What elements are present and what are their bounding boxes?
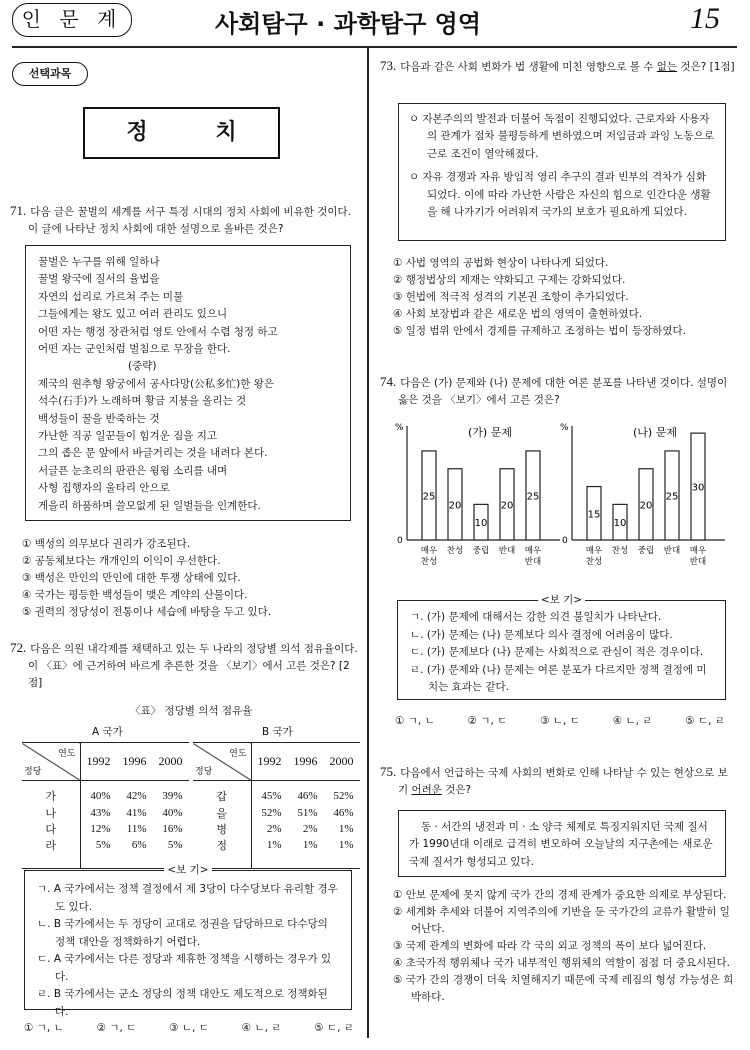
passage-line: 가난한 직공 일꾼들이 힘겨운 짐을 지고 xyxy=(38,430,217,443)
seat-share-cell: 46% xyxy=(333,806,354,819)
passage-line: 그의 좁은 문 앞에서 바글거리는 것을 내려다 본다. xyxy=(38,447,268,460)
q72-bogi-box xyxy=(24,864,352,1018)
question-text: 다음은 (가) 문제와 (나) 문제에 대한 여론 분포를 나타낸 것이다. 설명이 옳은 것을 〈보기〉에서 고른 것은? xyxy=(398,377,728,406)
question-number: 74. xyxy=(380,374,397,389)
page-number: 15 xyxy=(690,2,720,35)
bar-value-label: 30 xyxy=(691,482,705,494)
bar-value-label: 20 xyxy=(639,500,653,512)
bogi-item: ㄱ. (가) 문제에 대해서는 강한 의견 불일치가 나타난다. xyxy=(410,611,662,623)
bogi-item: ㄱ. A 국가에서는 정책 결정에서 제 3당이 다수당보다 유리할 경우도 있다. xyxy=(37,883,338,913)
question-text-end: 것은? [1점] xyxy=(677,61,735,73)
bar-value-label: 10 xyxy=(474,518,488,530)
q75-options xyxy=(393,887,738,1006)
year-header: 2000 xyxy=(324,743,360,781)
answer-option[interactable]: ② 세계화 추세와 더불어 지역주의에 기반을 둔 국가간의 교류가 활발히 일어난다. xyxy=(393,906,730,935)
answer-option[interactable]: ① 백성의 의무보다 권리가 강조된다. xyxy=(22,538,191,550)
answer-option[interactable]: ② 행정법상의 제재는 약화되고 구제는 강화되었다. xyxy=(393,274,626,286)
corner-party-label: 정당 xyxy=(24,767,42,777)
party-name: 을 xyxy=(193,805,251,821)
passage-line: 어떤 자는 군인처럼 벌침으로 무장을 한다. xyxy=(38,343,231,356)
passage-line: 꿀벌 왕국에 질서의 율법을 xyxy=(38,273,160,286)
answer-choice[interactable]: ② ㄱ, ㄷ xyxy=(96,1022,137,1034)
question-number: 73. xyxy=(380,58,397,73)
emphasis-text: 없는 xyxy=(656,61,678,73)
answer-option[interactable]: ③ 헌법에 적극적 성격의 기본권 조항이 추가되었다. xyxy=(393,291,629,303)
category-label: 중립 xyxy=(637,546,655,556)
seat-share-cell: 1% xyxy=(302,838,318,851)
seat-share-cell: 39% xyxy=(162,789,183,802)
bogi-item: ㄷ. A 국가에서는 다른 정당과 제휴한 정책을 시행하는 경우가 있다. xyxy=(37,953,332,983)
answer-choice[interactable]: ⑤ ㄷ, ㄹ xyxy=(314,1022,354,1034)
seat-share-cell: 52% xyxy=(333,789,354,802)
category-label: 중립 xyxy=(472,546,490,556)
table-row xyxy=(22,837,189,853)
elective-badge: 선택과목 xyxy=(12,62,88,86)
poem-passage xyxy=(25,245,351,521)
passage-line: 어떤 자는 행정 장관처럼 영토 안에서 수렴 청정 하고 xyxy=(38,325,278,338)
seat-share-cell: 52% xyxy=(261,806,282,819)
party-name: 나 xyxy=(22,805,80,821)
answer-option[interactable]: ③ 백성은 만인의 만인에 대한 투쟁 상태에 있다. xyxy=(22,572,241,584)
chart-na xyxy=(560,418,735,578)
table-row xyxy=(193,781,360,805)
passage-line: 백성들이 꿀을 반죽하는 것 xyxy=(38,412,160,425)
answer-choice[interactable]: ② ㄱ, ㄷ xyxy=(467,715,508,727)
passage-line: 꿀벌은 누구를 위해 일하나 xyxy=(38,256,160,268)
answer-option[interactable]: ② 공동체보다는 개개인의 이익이 우선한다. xyxy=(22,555,221,567)
table-row xyxy=(193,837,360,853)
year-header: 2000 xyxy=(153,743,189,781)
seat-share-cell: 2% xyxy=(266,822,282,835)
bar-value-label: 25 xyxy=(665,491,679,503)
seat-share-cell: 16% xyxy=(162,822,183,835)
bar-value-label: 10 xyxy=(613,518,627,530)
question-number: 71. xyxy=(10,203,27,218)
seat-share-cell: 1% xyxy=(338,822,354,835)
passage-line: 자연의 섭리로 가르쳐 주는 미물 xyxy=(38,290,184,303)
bogi-item: ㄴ. B 국가에서는 두 정당이 교대로 정권을 담당하므로 다수당의 정책 대안을 정책화하기 어렵다. xyxy=(37,918,328,948)
question-74 xyxy=(380,373,735,409)
question-text: 다음은 의원 내각제를 채택하고 있는 두 나라의 정당별 의석 점유율이다. 이 〈표〉에 근거하여 바르게 추론한 것을 〈보기〉에서 고른 것은? [2점] xyxy=(28,643,358,689)
question-75 xyxy=(380,763,735,799)
table-row xyxy=(193,805,360,821)
party-name: 정 xyxy=(193,837,251,853)
seat-share-cell: 5% xyxy=(95,838,111,851)
track-badge: 인 문 계 xyxy=(12,3,132,37)
seat-share-cell: 40% xyxy=(90,789,111,802)
year-header: 1996 xyxy=(288,743,324,781)
table-row xyxy=(193,821,360,837)
party-name: 다 xyxy=(22,821,80,837)
seat-share-cell: 2% xyxy=(302,822,318,835)
table-row xyxy=(22,805,189,821)
passage-item: ㅇ 자유 경쟁과 자유 방임적 영리 추구의 결과 빈부의 격차가 심화되었다. 이에 따라 가난한 사람은 자신의 힘으로 인간다운 생활을 해 나가기가 어려워져 국가의 보호가 필요하게 되었다. xyxy=(409,171,711,219)
bogi-item: ㄹ. (가) 문제와 (나) 문제는 여론 분포가 다르지만 정책 결정에 미치는 효과는 같다. xyxy=(410,663,707,693)
q71-options xyxy=(22,536,362,621)
page-title: 사회탐구 · 과학탐구 영역 xyxy=(215,10,482,38)
category-label: 찬성 xyxy=(446,546,464,556)
party-name: 가 xyxy=(22,781,80,805)
year-header: 1992 xyxy=(251,743,288,781)
question-text: 다음에서 언급하는 국제 사회의 변화로 인해 나타날 수 있는 현상으로 보기 xyxy=(398,767,728,796)
answer-choice[interactable]: ① ㄱ, ㄴ xyxy=(395,715,435,727)
table-title: 〈표〉 정당별 의석 점유율 xyxy=(130,705,253,717)
bar-value-label: 25 xyxy=(526,491,540,503)
bar-value-label: 20 xyxy=(448,500,462,512)
seat-share-cell: 6% xyxy=(131,838,147,851)
category-label: 매우 반대 xyxy=(524,546,542,567)
y-origin-label: 0 xyxy=(562,536,568,546)
party-name: 라 xyxy=(22,837,80,853)
seat-share-cell: 51% xyxy=(297,806,318,819)
category-label: 매우 반대 xyxy=(689,546,707,567)
party-name: 병 xyxy=(193,821,251,837)
bar-value-label: 15 xyxy=(587,509,601,521)
answer-choice[interactable]: ③ ㄴ, ㄷ xyxy=(169,1022,209,1034)
answer-option[interactable]: ⑤ 일정 범위 안에서 경제를 규제하고 조정하는 법이 등장하였다. xyxy=(393,325,687,337)
seat-share-cell: 11% xyxy=(126,822,147,835)
seat-share-cell: 5% xyxy=(167,838,183,851)
y-axis-unit: % xyxy=(560,423,569,433)
answer-option[interactable]: ⑤ 권력의 정당성이 전통이나 세습에 바탕을 두고 있다. xyxy=(22,606,272,618)
answer-option[interactable]: ④ 초국가적 행위체나 국가 내부적인 행위체의 역할이 점점 더 중요시된다. xyxy=(393,957,730,969)
bogi-item: ㄴ. (가) 문제는 (나) 문제보다 의사 결정에 어려움이 많다. xyxy=(410,628,673,641)
table-row xyxy=(22,781,189,805)
answer-choice[interactable]: ③ ㄴ, ㄷ xyxy=(540,715,580,727)
seat-share-cell: 46% xyxy=(297,789,318,802)
seat-share-cell: 41% xyxy=(126,806,147,819)
question-text: 다음과 같은 사회 변화가 법 생활에 미친 영향으로 볼 수 xyxy=(400,61,657,73)
passage-item: ㅇ 자본주의의 발전과 더불어 독점이 진행되었다. 근로자와 사용자의 관계가 점차 불평등하게 변하였으며 저임금과 과잉 노동으로 근로 조건이 열악해졌다. xyxy=(409,113,715,160)
header-divider xyxy=(12,46,737,48)
category-label: 매우 찬성 xyxy=(585,546,603,567)
answer-choice[interactable]: ④ ㄴ, ㄹ xyxy=(612,715,653,727)
seat-share-cell: 1% xyxy=(338,838,354,851)
passage-line: (중략) xyxy=(128,360,157,373)
seat-share-cell: 1% xyxy=(266,838,282,851)
corner-year-label: 연도 xyxy=(229,749,247,759)
category-label: 찬성 xyxy=(611,546,629,556)
corner-year-label: 연도 xyxy=(58,749,76,759)
bogi-item: ㄷ. (가) 문제보다 (나) 문제는 사회적으로 관심이 적은 경우이다. xyxy=(410,646,704,658)
year-header: 1996 xyxy=(117,743,153,781)
answer-option[interactable]: ④ 국가는 평등한 백성들이 맺은 계약의 산물이다. xyxy=(22,589,248,601)
seat-share-cell: 40% xyxy=(162,806,183,819)
passage-line: 게을리 하품하며 쓸모없게 된 일벌들을 인계한다. xyxy=(38,499,261,512)
table-row xyxy=(22,821,189,837)
y-origin-label: 0 xyxy=(397,536,403,546)
question-number: 75. xyxy=(380,764,397,779)
year-header: 1992 xyxy=(80,743,117,781)
bogi-title: <보 기> xyxy=(164,864,211,876)
y-axis-unit: % xyxy=(395,423,404,433)
emphasis-text: 어려운 xyxy=(411,784,442,796)
passage-line: 그들에게는 왕도 있고 여러 관리도 있으니 xyxy=(38,308,228,321)
seat-share-table-country_b xyxy=(193,742,360,869)
answer-choice[interactable]: ④ ㄴ, ㄹ xyxy=(241,1022,282,1034)
answer-choice[interactable]: ① ㄱ, ㄴ xyxy=(24,1022,64,1034)
seat-share-cell: 12% xyxy=(90,822,111,835)
question-number: 72. xyxy=(10,640,27,655)
q74-answers xyxy=(395,713,725,728)
bogi-item: ㄹ. B 국가에서는 군소 정당의 정책 대안도 제도적으로 정책화된다. xyxy=(37,988,328,1018)
question-text-end: 것은? xyxy=(441,784,472,796)
seat-share-cell: 42% xyxy=(126,789,147,802)
q74-bogi-box xyxy=(397,594,726,700)
seat-share-cell: 43% xyxy=(90,806,111,819)
passage-line: 서글픈 눈초리의 판관은 윙윙 소리를 내며 xyxy=(38,464,228,477)
party-name: 갑 xyxy=(193,781,251,805)
q73-options xyxy=(393,255,738,340)
answer-option[interactable]: ⑤ 국가 간의 경쟁이 더욱 치열해지기 때문에 국제 레짐의 형성 가능성은 희박하다. xyxy=(393,974,734,1003)
passage-line: 사형 집행자의 울타리 안으로 xyxy=(38,482,170,495)
q73-passage xyxy=(398,103,726,241)
subject-title: 정 치 xyxy=(83,107,280,159)
category-label: 반대 xyxy=(663,546,681,556)
q72-answers xyxy=(24,1020,354,1035)
chart-title: (나) 문제 xyxy=(633,426,677,439)
category-label: 매우 찬성 xyxy=(420,546,438,567)
q75-passage: 동 · 서간의 냉전과 미 · 소 양극 체제로 특징지워지던 국제 질서가 1990년대 이래로 급격히 변모하여 오늘날의 지구촌에는 새로운 국제 질서가 형성되고 있다. xyxy=(398,810,726,877)
question-71 xyxy=(10,202,362,238)
corner-party-label: 정당 xyxy=(195,767,213,777)
answer-option[interactable]: ④ 사회 보장법과 같은 새로운 법의 영역이 출현하였다. xyxy=(393,308,643,320)
bar-value-label: 25 xyxy=(422,491,436,503)
country-b-label: B 국가 xyxy=(262,726,293,738)
seat-share-cell: 45% xyxy=(261,789,282,802)
chart-title: (가) 문제 xyxy=(468,426,512,439)
seat-share-table-country_a xyxy=(22,742,189,869)
question-72 xyxy=(10,639,362,692)
corner-header xyxy=(193,743,251,781)
question-73 xyxy=(380,57,735,76)
chart-ga xyxy=(395,418,570,578)
answer-option[interactable]: ③ 국제 관계의 변화에 따라 각 국의 외교 정책의 폭이 보다 넓어진다. xyxy=(393,940,707,952)
bogi-title: <보 기> xyxy=(538,594,585,606)
answer-option[interactable]: ① 안보 문제에 못지 않게 국가 간의 경제 관계가 중요한 의제로 부상된다. xyxy=(393,889,727,901)
passage-line: 석수(石手)가 노래하며 황금 지붕을 올리는 것 xyxy=(38,395,247,408)
corner-header xyxy=(22,743,80,781)
question-text: 다음 글은 꿀벌의 세계를 서구 특정 시대의 정치 사회에 비유한 것이다. 이 글에 나타난 정치 사회에 대한 설명으로 올바른 것은? xyxy=(28,206,351,235)
category-label: 반대 xyxy=(498,546,516,556)
column-divider xyxy=(367,48,369,1038)
passage-line: 제국의 원추형 왕궁에서 공사다망(公私多忙)한 왕은 xyxy=(38,377,274,390)
answer-option[interactable]: ① 사법 영역의 공법화 현상이 나타나게 되었다. xyxy=(393,257,609,269)
bar-value-label: 20 xyxy=(500,500,514,512)
country-a-label: A 국가 xyxy=(92,726,123,738)
answer-choice[interactable]: ⑤ ㄷ, ㄹ xyxy=(685,715,725,727)
